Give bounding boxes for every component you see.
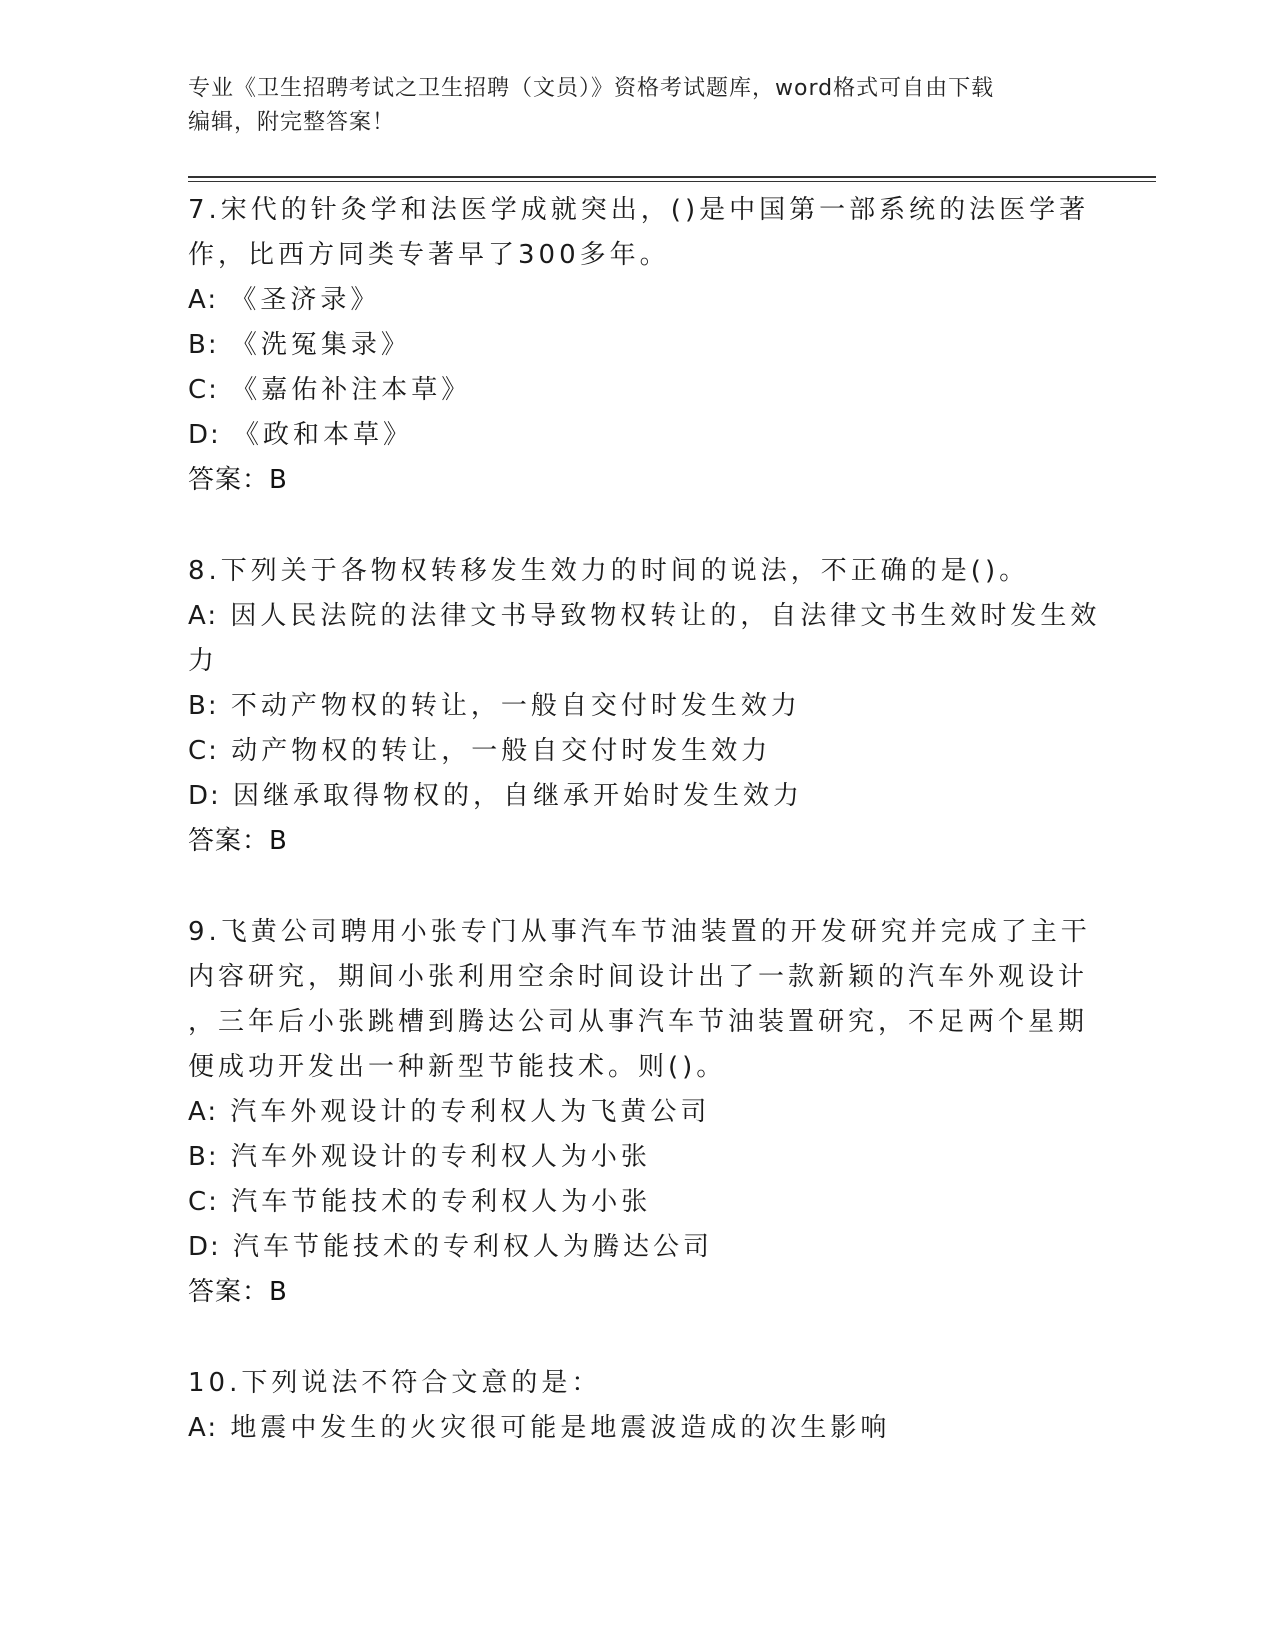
option-d: D: 因继承取得物权的，自继承开始时发生效力 [188, 781, 804, 811]
question-stem-line: 7.宋代的针灸学和法医学成就突出，()是中国第一部系统的法医学著 [188, 195, 1090, 225]
option-a: A: 《圣济录》 [188, 285, 381, 315]
question-stem-line: 便成功开发出一种新型节能技术。则()。 [188, 1052, 727, 1082]
question-list [188, 188, 1108, 1451]
header-line-1: 专业《卫生招聘考试之卫生招聘（文员）》资格考试题库，word格式可自由下载 [188, 76, 995, 101]
option-a: A: 因人民法院的法律文书导致物权转让的，自法律文书生效时发生效 [188, 601, 1101, 631]
question-stem-line: 10.下列说法不符合文意的是： [188, 1368, 602, 1398]
option-d: D: 《政和本草》 [188, 420, 414, 450]
question-7 [188, 188, 1108, 503]
answer-line: 答案：B [188, 1277, 288, 1307]
answer-line: 答案：B [188, 465, 288, 495]
option-c: C: 汽车节能技术的专利权人为小张 [188, 1187, 652, 1217]
option-a: A: 地震中发生的火灾很可能是地震波造成的次生影响 [188, 1413, 891, 1443]
option-b: B: 汽车外观设计的专利权人为小张 [188, 1142, 651, 1172]
document-header [188, 72, 1088, 140]
option-d: D: 汽车节能技术的专利权人为腾达公司 [188, 1232, 714, 1262]
option-a-continued: 力 [188, 646, 219, 676]
header-line-2: 编辑，附完整答案！ [188, 110, 396, 135]
option-a: A: 汽车外观设计的专利权人为飞黄公司 [188, 1097, 711, 1127]
question-stem-line: ，三年后小张跳槽到腾达公司从事汽车节油装置研究，不足两个星期 [188, 1007, 1089, 1037]
option-b: B: 《洗冤集录》 [188, 330, 411, 360]
option-c: C: 动产物权的转让，一般自交付时发生效力 [188, 736, 772, 766]
question-stem-line: 内容研究，期间小张利用空余时间设计出了一款新颖的汽车外观设计 [188, 962, 1089, 992]
question-stem-line: 作，比西方同类专著早了300多年。 [188, 240, 670, 270]
question-9 [188, 910, 1108, 1315]
question-stem-line: 8.下列关于各物权转移发生效力的时间的说法，不正确的是()。 [188, 556, 1030, 586]
question-8 [188, 549, 1108, 864]
question-10 [188, 1361, 1108, 1451]
header-divider-thick [188, 176, 1156, 178]
option-c: C: 《嘉佑补注本草》 [188, 375, 472, 405]
header-divider-thin [188, 181, 1156, 182]
question-stem-line: 9.飞黄公司聘用小张专门从事汽车节油装置的开发研究并完成了主干 [188, 917, 1091, 947]
answer-line: 答案：B [188, 826, 288, 856]
option-b: B: 不动产物权的转让，一般自交付时发生效力 [188, 691, 801, 721]
